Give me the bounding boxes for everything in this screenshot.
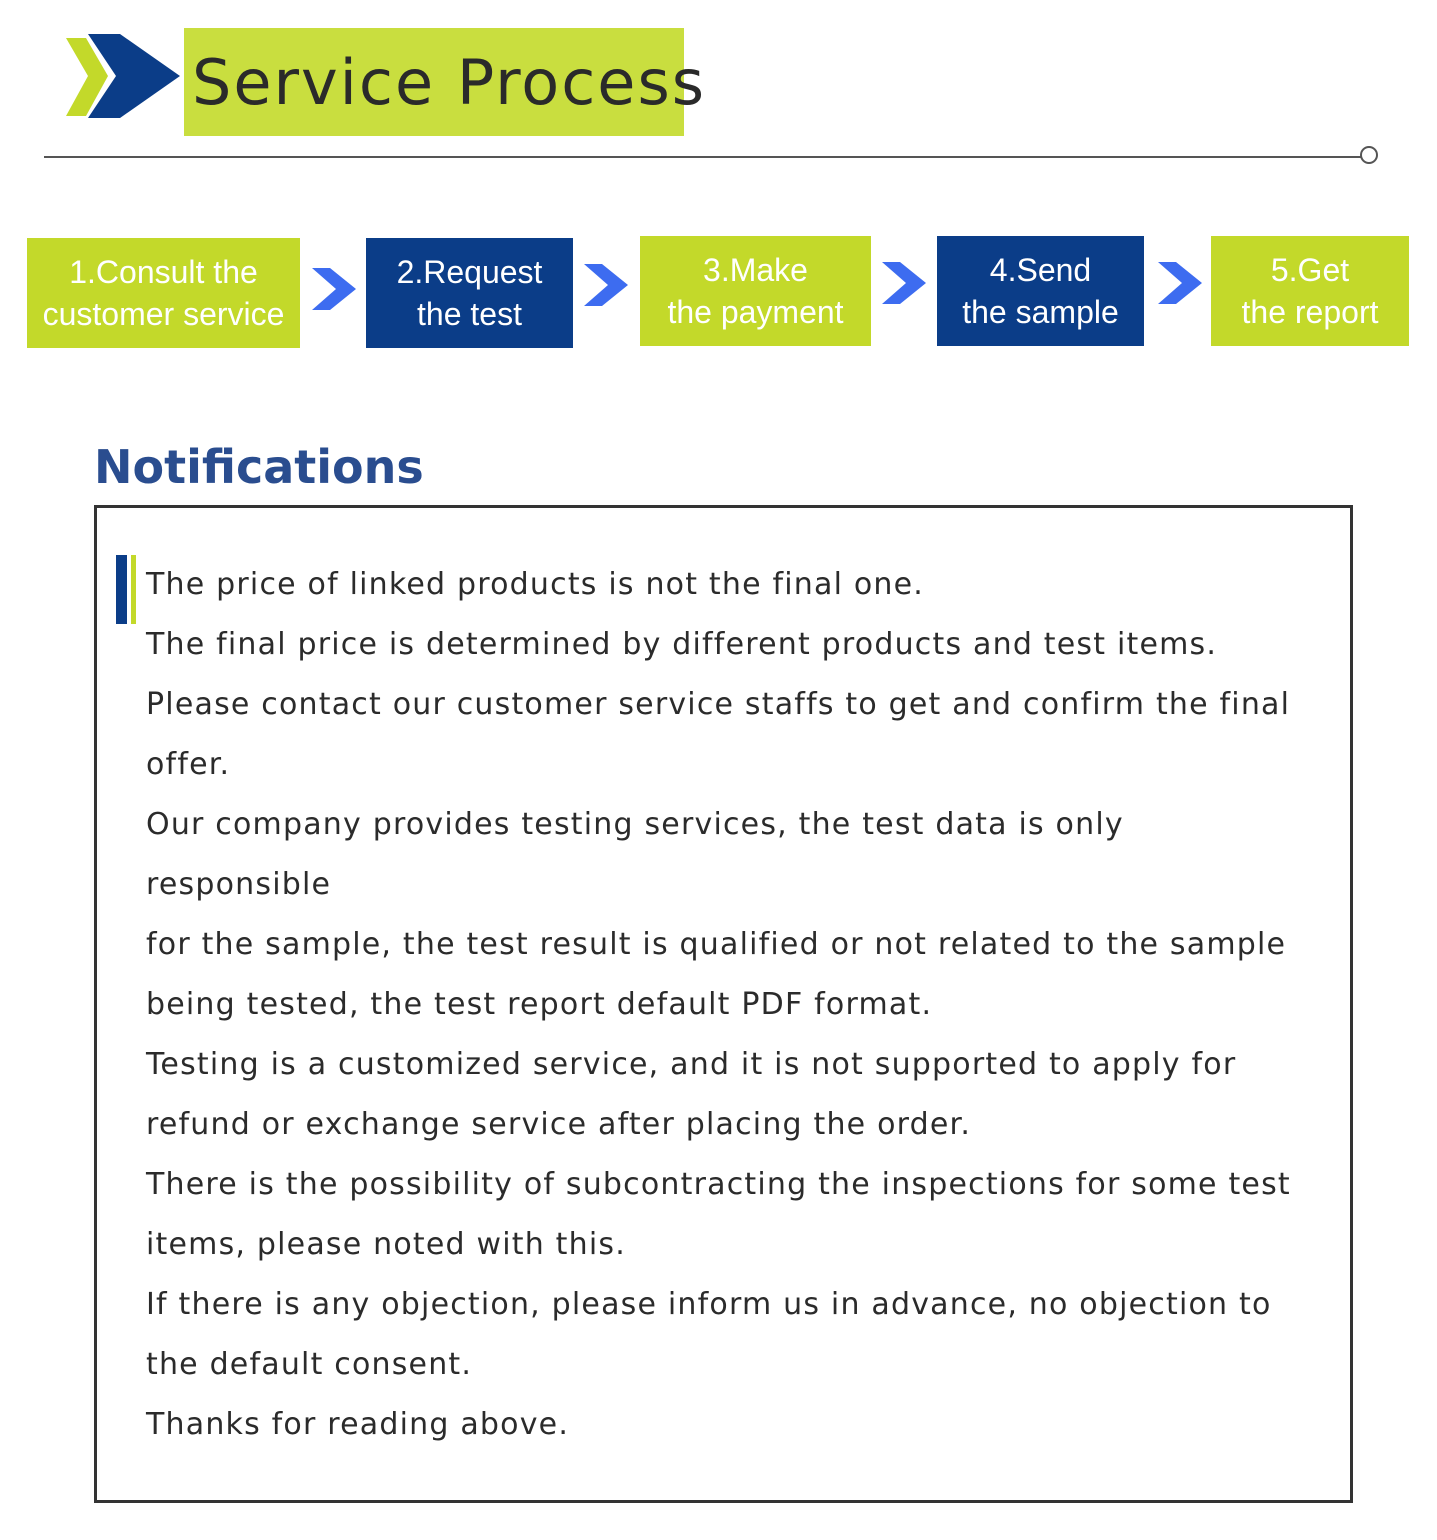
chevron-right-icon bbox=[1154, 258, 1206, 308]
accent-bar-blue bbox=[116, 555, 127, 624]
notification-line: responsible bbox=[146, 867, 332, 902]
step-label-line2: the payment bbox=[667, 294, 844, 330]
notification-line: Our company provides testing services, the test data is only bbox=[146, 807, 1124, 842]
notification-line: for the sample, the test result is qualified or not related to the sample bbox=[146, 927, 1287, 962]
chevron-right-icon bbox=[580, 260, 632, 310]
notification-line: the default consent. bbox=[146, 1347, 473, 1382]
step-request-test bbox=[366, 238, 573, 348]
step-consult-customer-service bbox=[27, 238, 300, 348]
step-label-line1: 5.Get bbox=[1270, 252, 1350, 288]
step-make-payment bbox=[640, 236, 871, 346]
divider-end-circle bbox=[1360, 146, 1378, 164]
notification-line: Testing is a customized service, and it is not supported to apply for bbox=[146, 1047, 1237, 1082]
notification-line: The price of linked products is not the final one. bbox=[146, 567, 925, 602]
notification-line: items, please noted with this. bbox=[146, 1227, 626, 1262]
page-title: Service Process bbox=[192, 45, 707, 119]
step-get-report bbox=[1211, 236, 1409, 346]
step-label-line2: the report bbox=[1241, 294, 1379, 330]
notification-line: Please contact our customer service staffs to get and confirm the final bbox=[146, 687, 1291, 722]
step-label-line2: the sample bbox=[962, 294, 1119, 330]
notification-line: Thanks for reading above. bbox=[146, 1407, 570, 1442]
notification-line: offer. bbox=[146, 747, 231, 782]
chevron-right-icon bbox=[308, 264, 360, 314]
notification-line: being tested, the test report default PDF format. bbox=[146, 987, 933, 1022]
notification-line: If there is any objection, please inform us in advance, no objection to bbox=[146, 1287, 1272, 1322]
step-label-line2: customer service bbox=[42, 296, 285, 332]
step-send-sample bbox=[937, 236, 1144, 346]
accent-bar-green bbox=[131, 555, 136, 624]
notification-line: There is the possibility of subcontracting the inspections for some test bbox=[146, 1167, 1291, 1202]
step-label-line1: 2.Request bbox=[396, 254, 543, 290]
notifications-heading: Notifications bbox=[94, 440, 424, 494]
header-divider bbox=[44, 156, 1362, 158]
notification-line: refund or exchange service after placing the order. bbox=[146, 1107, 972, 1142]
notifications-list bbox=[146, 555, 1341, 1455]
title-banner bbox=[184, 28, 707, 136]
step-label-line2: the test bbox=[417, 296, 522, 332]
step-label-line1: 4.Send bbox=[989, 252, 1092, 288]
notification-line: The final price is determined by different products and test items. bbox=[146, 627, 1218, 662]
step-label-line1: 1.Consult the bbox=[69, 254, 258, 290]
chevron-arrow-logo-icon bbox=[62, 30, 186, 122]
chevron-right-icon bbox=[878, 258, 930, 308]
step-label-line1: 3.Make bbox=[703, 252, 808, 288]
